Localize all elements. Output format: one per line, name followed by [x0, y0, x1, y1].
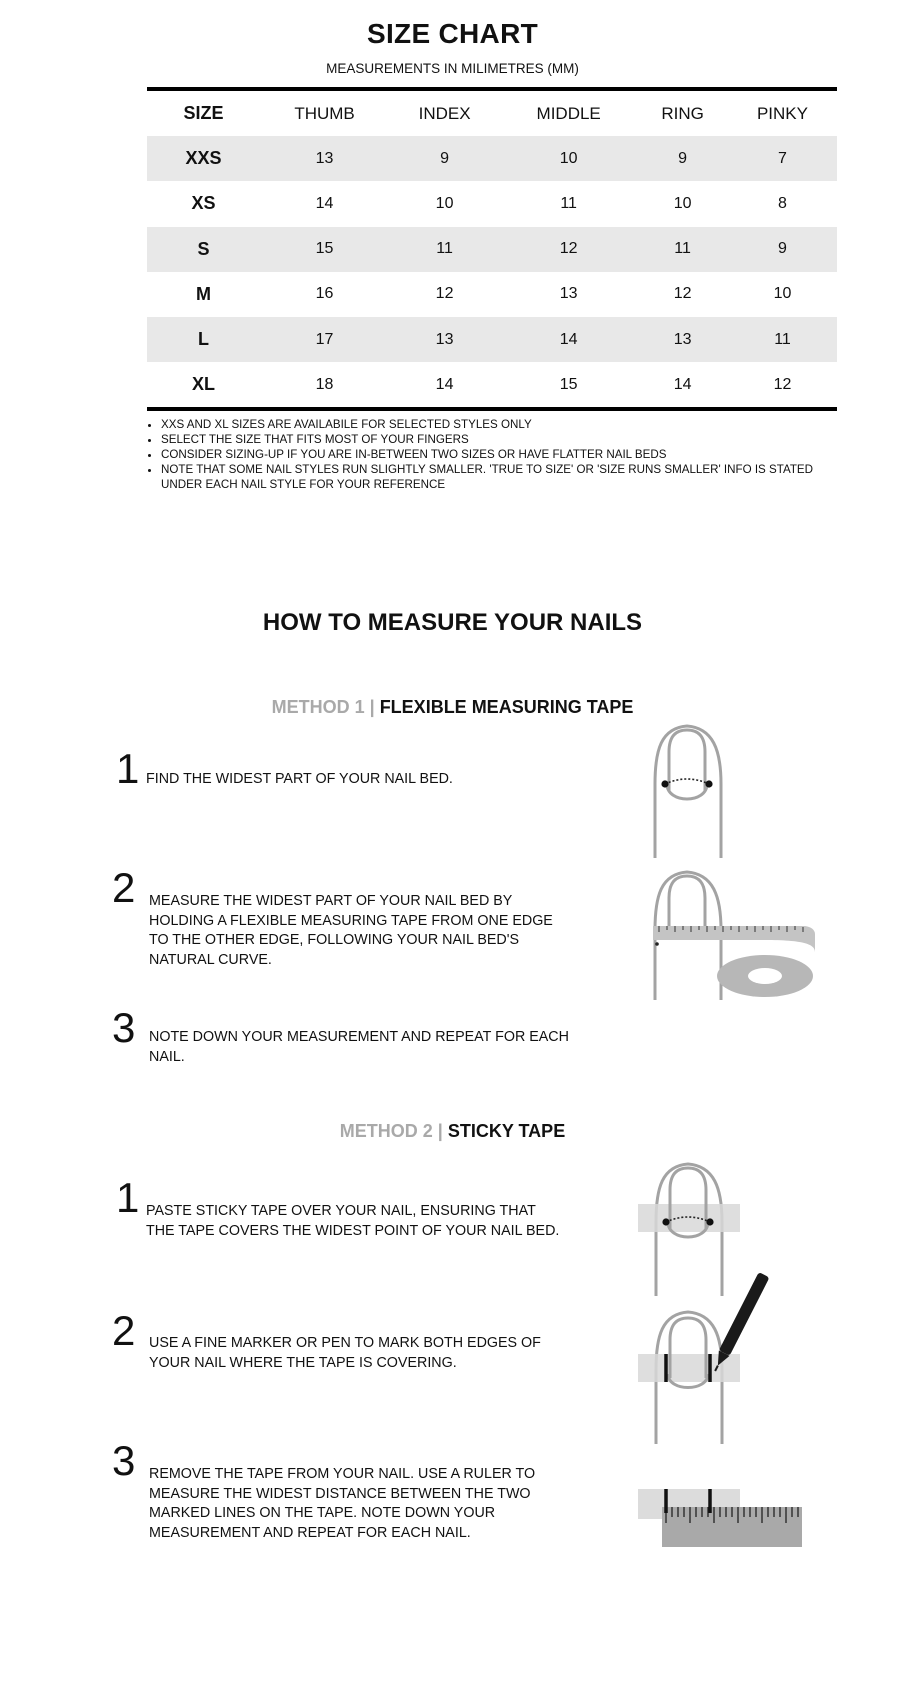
table-cell: 12 — [435, 285, 454, 303]
table-cell: 11 — [774, 330, 791, 348]
method-2-step-1-text: PASTE STICKY TAPE OVER YOUR NAIL, ENSURING THAT THE TAPE COVERS THE WIDEST POINT OF YOUR NAIL BED. — [146, 1203, 560, 1239]
size-cell: L — [198, 329, 209, 350]
note-item: • XXS AND XL SIZES ARE AVAILABILE FOR SELECTED STYLES ONLY — [161, 417, 851, 432]
table-cell: 12 — [559, 240, 578, 258]
column-header-size: SIZE — [183, 103, 224, 124]
size-notes-list — [147, 417, 851, 492]
method-2-step-2-number: 2 — [112, 1307, 136, 1354]
size-chart-title: SIZE CHART — [367, 18, 538, 49]
column-header-thumb: THUMB — [294, 103, 355, 123]
table-cell: 9 — [678, 149, 688, 167]
finger-nail-width-icon — [645, 722, 735, 862]
table-cell: 11 — [436, 240, 453, 258]
table-row — [147, 227, 837, 272]
method-1-name: FLEXIBLE MEASURING TAPE — [379, 697, 634, 717]
method-2-heading — [0, 1121, 905, 1142]
size-cell: S — [197, 238, 210, 259]
method-2-step-3-number: 3 — [112, 1437, 136, 1484]
table-cell: 13 — [435, 330, 454, 348]
column-header-ring: RING — [661, 103, 704, 123]
method-2-step-3-text: REMOVE THE TAPE FROM YOUR NAIL. USE A RULER TO MEASURE THE WIDEST DISTANCE BETWEEN THE TWO MARKED LINES ON THE TAPE. NOTE DOWN YOUR MEASUREMENT AND REPEAT FOR EACH NAIL. — [149, 1466, 536, 1541]
method-1-step-3-number: 3 — [112, 1004, 136, 1051]
method-2-prefix: METHOD 2 | — [339, 1121, 443, 1141]
table-cell: 10 — [559, 149, 578, 167]
table-cell: 16 — [315, 285, 334, 303]
table-cell: 15 — [315, 240, 334, 258]
table-cell: 12 — [773, 375, 792, 393]
table-cell: 9 — [778, 240, 787, 258]
table-cell: 10 — [435, 194, 454, 212]
table-row — [147, 181, 837, 226]
measuring-tape-icon — [645, 868, 825, 1003]
table-cell: 9 — [440, 149, 450, 167]
size-chart-subtitle: MEASUREMENTS IN MILIMETRES (MM) — [326, 61, 579, 76]
size-cell: XS — [191, 193, 216, 214]
method-1-step-1-number: 1 — [116, 745, 140, 792]
size-cell: XL — [191, 374, 215, 395]
table-cell: 10 — [773, 285, 792, 303]
table-cell: 13 — [315, 149, 334, 167]
method-1-step-3-text: NOTE DOWN YOUR MEASUREMENT AND REPEAT FOR EACH NAIL. — [149, 1029, 569, 1065]
note-item: • CONSIDER SIZING-UP IF YOU ARE IN-BETWEEN TWO SIZES OR HAVE FLATTER NAIL BEDS — [161, 447, 851, 462]
column-header-middle: MIDDLE — [536, 103, 601, 123]
size-cell: XXS — [185, 148, 222, 169]
note-item: • SELECT THE SIZE THAT FITS MOST OF YOUR FINGERS — [161, 432, 851, 447]
table-cell: 17 — [315, 330, 334, 348]
method-1-step-2-number: 2 — [112, 864, 136, 911]
table-cell: 14 — [435, 375, 454, 393]
column-header-index: INDEX — [418, 103, 471, 123]
table-cell: 7 — [778, 149, 787, 167]
table-cell: 14 — [673, 375, 692, 393]
table-cell: 13 — [673, 330, 692, 348]
size-cell: M — [196, 283, 211, 304]
how-to-measure-title: HOW TO MEASURE YOUR NAILS — [262, 609, 643, 636]
table-cell: 12 — [673, 285, 692, 303]
method-1-prefix: METHOD 1 | — [271, 697, 375, 717]
table-cell: 13 — [559, 285, 578, 303]
table-row — [147, 272, 837, 317]
method-2-step-1-number: 1 — [116, 1174, 140, 1221]
table-cell: 14 — [559, 330, 578, 348]
method-1-step-1-text: FIND THE WIDEST PART OF YOUR NAIL BED. — [146, 771, 453, 787]
table-row — [147, 317, 837, 362]
table-cell: 15 — [559, 375, 578, 393]
table-row — [147, 362, 837, 409]
table-cell: 8 — [778, 194, 787, 212]
marker-pen-icon — [636, 1270, 776, 1448]
table-row — [147, 136, 837, 181]
table-cell: 11 — [674, 240, 691, 258]
table-cell: 11 — [560, 194, 577, 212]
method-2-name: STICKY TAPE — [447, 1121, 566, 1141]
table-cell: 18 — [315, 375, 334, 393]
table-cell: 10 — [673, 194, 692, 212]
method-2-step-2-text: USE A FINE MARKER OR PEN TO MARK BOTH EDGES OF YOUR NAIL WHERE THE TAPE IS COVERING. — [149, 1335, 541, 1371]
table-cell: 14 — [315, 194, 334, 212]
method-1-heading — [0, 697, 905, 718]
ruler-icon — [636, 1485, 806, 1550]
note-item: • NOTE THAT SOME NAIL STYLES RUN SLIGHTLY SMALLER. 'TRUE TO SIZE' OR 'SIZE RUNS SMALLER' INFO IS STATED UNDER EACH NAIL STYLE FOR YOUR REFERENCE — [161, 462, 851, 492]
size-chart-table — [147, 87, 837, 411]
column-header-pinky: PINKY — [756, 103, 808, 123]
method-1-step-2-text: MEASURE THE WIDEST PART OF YOUR NAIL BED BY HOLDING A FLEXIBLE MEASURING TAPE FROM ONE EDGE TO THE OTHER EDGE, FOLLOWING YOUR NAIL BED'S NATURAL CURVE. — [149, 893, 553, 968]
table-header-row — [147, 89, 837, 136]
